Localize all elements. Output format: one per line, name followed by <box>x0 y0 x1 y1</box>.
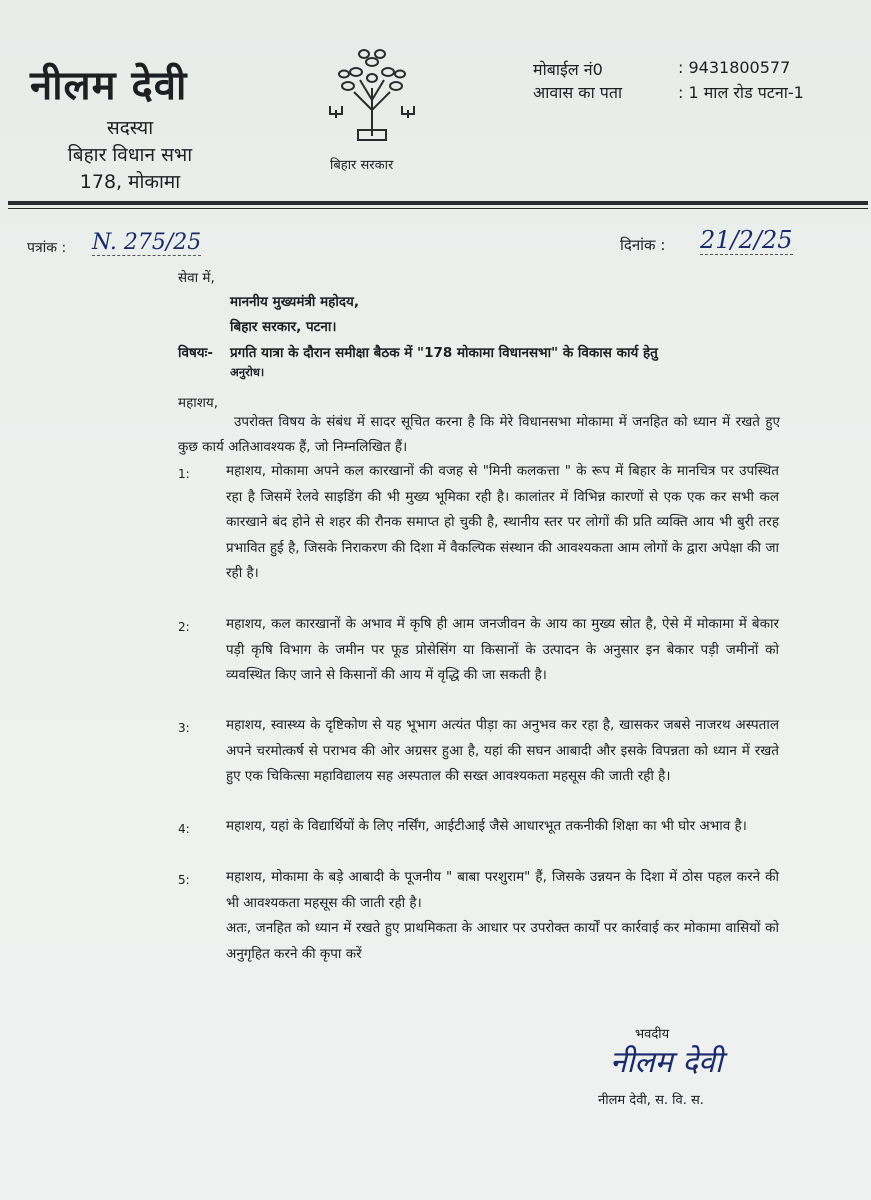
signatory-name: नीलम देवी, स. वि. स. <box>598 1093 704 1108</box>
mobile-label: मोबाईल नं0 <box>533 60 603 79</box>
valediction: भवदीय <box>635 1027 670 1042</box>
greeting: महाशय, <box>178 395 219 411</box>
point-number: 2: <box>178 620 190 634</box>
member-designation: सदस्या <box>106 117 154 139</box>
salutation-to: सेवा में, <box>178 270 215 286</box>
recipient-title: माननीय मुख्यमंत्री महोदय, <box>230 294 359 310</box>
ref-number: N. 275/25 <box>92 230 202 255</box>
recipient-office: बिहार सरकार, पटना। <box>230 319 337 335</box>
point-text: महाशय, मोकामा के बड़े आबादी के पूजनीय " बाबा परशुराम" हैं, जिसके उन्नयन के दिशा में ठोस पहल करने की भी आवश्यकता महसूस की जाती रही है। <box>226 869 779 911</box>
header-divider-thin <box>8 208 868 209</box>
address-label: आवास का पता <box>533 83 623 102</box>
subject-label: विषयः- <box>178 345 213 361</box>
point-number: 5: <box>178 873 190 887</box>
emblem-caption: बिहार सरकार <box>330 158 394 173</box>
assembly-name: बिहार विधान सभा <box>67 144 193 166</box>
point-number: 4: <box>178 822 190 836</box>
constituency: 178, मोकामा <box>79 171 181 193</box>
subject-continuation: अनुरोध। <box>230 365 265 379</box>
member-name: नीलम देवी <box>30 63 188 109</box>
ref-label: पत्रांक : <box>27 240 67 256</box>
mobile-value: : 9431800577 <box>678 58 791 77</box>
intro-paragraph: उपरोक्त विषय के संबंध में सादर सूचित करना है कि मेरे विधानसभा मोकामा में जनहित को ध्यान में रखते हुए कुछ कार्य अतिआवश्यक हैं, जो निम्नलिखित हैं। <box>178 414 780 455</box>
header-divider-thick <box>8 201 868 205</box>
closing-paragraph: अतः, जनहित को ध्यान में रखते हुए प्राथमिकता के आधार पर उपरोक्त कार्यों पर कार्रवाई कर मोकामा वासियों को अनुगृहित करने की कृपा करें <box>226 920 779 962</box>
point-number: 1: <box>178 467 190 481</box>
subject-text: प्रगति यात्रा के दौरान समीक्षा बैठक में "178 मोकामा विधानसभा" के विकास कार्य हेतु <box>230 345 658 361</box>
point-text: महाशय, स्वास्थ्य के दृष्टिकोण से यह भूभाग अत्यंत पीड़ा का अनुभव कर रहा है, खासकर जबसे नाजरथ अस्पताल अपने चरमोत्कर्ष से पराभव की ओर अग्रसर हुआ है, यहां की सघन आबादी और इसके विपन्नता को ध्यान में रखते हुए एक चिकित्सा महाविद्यालय सह अस्पताल की सख्त आवश्यकता महसूस की जाती रही है। <box>226 717 779 784</box>
point-text: महाशय, कल कारखानों के अभाव में कृषि ही आम जनजीवन के आय का मुख्य स्रोत है, ऐसे में मोकामा में बेकार पड़ी कृषि विभाग के जमीन पर फूड प्रोसेसिंग या किसानों के उत्पादन के अनुसार इन बेकार पड़ी जमीनों को व्यवस्थित किए जाने से किसानों की आय में वृद्धि की जा सकती है। <box>226 616 779 683</box>
point-number: 3: <box>178 721 190 735</box>
point-text: महाशय, यहां के विद्यार्थियों के लिए नर्सिंग, आईटीआई जैसे आधारभूत तकनीकी शिक्षा का भी घोर अभाव है। <box>226 818 747 834</box>
date-value: 21/2/25 <box>700 226 793 254</box>
point-text: महाशय, मोकामा अपने कल कारखानों की वजह से "मिनी कलकत्ता " के रूप में बिहार के मानचित्र पर उपस्थित रहा है जिसमें रेलवे साइडिंग की भी मुख्य भूमिका रही है। कालांतर में विभिन्न कारणों से एक एक कर सभी कल कारखाने बंद होने से शहर की रौनक समाप्त हो चुकी है, स्थानीय स्तर पर लोगों की प्रति व्यक्ति आय भी बुरी तरह प्रभावित हुई है, जिसके निराकरण की दिशा में वैकल्पिक संस्थान की आवश्यकता आम लोगों के द्वारा अपेक्षा की जा रही है। <box>226 463 779 581</box>
date-label: दिनांक : <box>620 236 666 254</box>
address-value: : 1 माल रोड पटना-1 <box>678 83 804 102</box>
bihar-emblem-icon <box>318 40 426 148</box>
handwritten-signature: नीलम देवी <box>610 1045 723 1080</box>
